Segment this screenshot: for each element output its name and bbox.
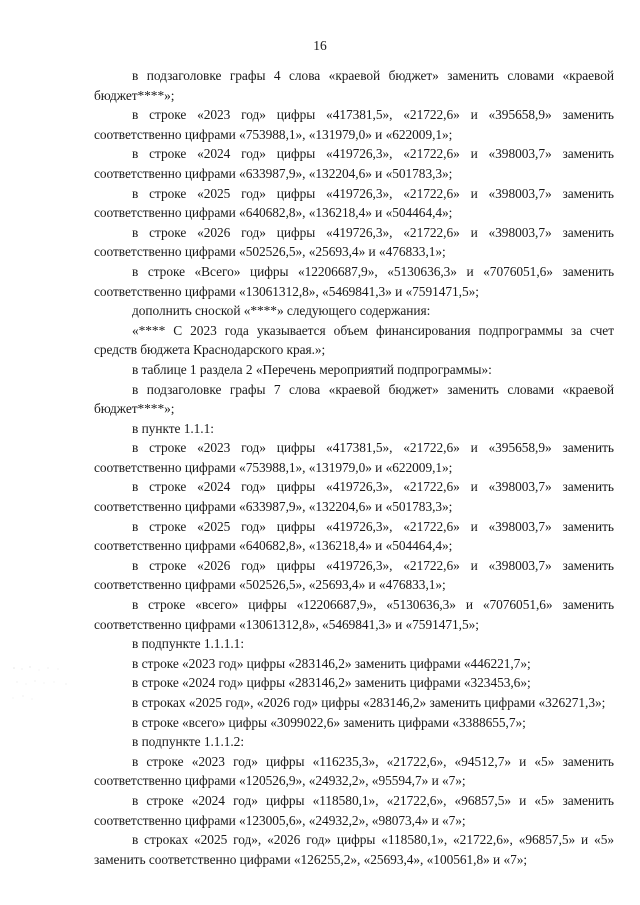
paragraph: дополнить сноской «****» следующего содержания: (132, 303, 431, 319)
document-body (94, 66, 614, 869)
paragraph: в строке «всего» цифры «3099022,6» заменить цифрами «3388655,7»; (132, 714, 526, 730)
paragraph: в строке «2024 год» цифры «419726,3», «21722,6» и «398003,7» заменить соответственно цифрами «633987,9», «132204,6» и «501783,3»; (94, 146, 614, 181)
paragraph: в строке «2026 год» цифры «419726,3», «21722,6» и «398003,7» заменить соответственно цифрами «502526,5», «25693,4» и «476833,1»; (94, 557, 614, 593)
paragraph: в подпункте 1.1.1.2: (132, 734, 245, 750)
paragraph: в подзаголовке графы 7 слова «краевой бюджет» заменить словами «краевой бюджет****»; (94, 381, 614, 417)
paragraph: в строке «2023 год» цифры «116235,3», «21722,6», «94512,7» и «5» заменить соответственно цифрами «120526,9», «24932,2», «95594,7» и «7»; (94, 753, 614, 789)
paragraph: в подпункте 1.1.1.1: (132, 636, 245, 652)
page-number: 16 (313, 38, 327, 53)
footnote-text: «**** С 2023 года указывается объем финансирования подпрограммы за счет средств бюджета Краснодарского края.»; (94, 322, 614, 358)
paragraph: в строке «2025 год» цифры «419726,3», «21722,6» и «398003,7» заменить соответственно цифрами «640682,8», «136218,4» и «504464,4»; (94, 185, 614, 221)
paragraph: в пункте 1.1.1: (132, 420, 214, 436)
paragraph: в строке «2024 год» цифры «283146,2» заменить цифрами «323453,6»; (132, 675, 531, 691)
paragraph: в таблице 1 раздела 2 «Перечень мероприятий подпрограммы»: (132, 361, 492, 377)
paragraph: в строках «2025 год», «2026 год» цифры «118580,1», «21722,6», «96857,5» и «5» заменить соответственно цифрами «126255,2», «25693,4», «100561,8» и «7»; (94, 832, 614, 867)
paragraph: в строке «Всего» цифры «12206687,9», «5130636,3» и «7076051,6» заменить соответственно цифрами «13061312,8», «5469841,3» и «7591471,5»; (94, 263, 614, 299)
paragraph: в строке «2024 год» цифры «419726,3», «21722,6» и «398003,7» заменить соответственно цифрами «633987,9», «132204,6» и «501783,3»; (94, 479, 614, 515)
paragraph: в строке «всего» цифры «12206687,9», «5130636,3» и «7076051,6» заменить соответственно цифрами «13061312,8», «5469841,3» и «7591471,5»; (94, 597, 614, 632)
paragraph: в строке «2023 год» цифры «417381,5», «21722,6» и «395658,9» заменить соответственно цифрами «753988,1», «131979,0» и «622009,1»; (94, 107, 614, 142)
paragraph: в строке «2025 год» цифры «419726,3», «21722,6» и «398003,7» заменить соответственно цифрами «640682,8», «136218,4» и «504464,4»; (94, 518, 614, 554)
paragraph: в строке «2023 год» цифры «417381,5», «21722,6» и «395658,9» заменить соответственно цифрами «753988,1», «131979,0» и «622009,1»; (94, 440, 614, 475)
paragraph: в строке «2023 год» цифры «283146,2» заменить цифрами «446221,7»; (132, 655, 531, 671)
scan-noise (8, 660, 88, 720)
paragraph: в строке «2026 год» цифры «419726,3», «21722,6» и «398003,7» заменить соответственно цифрами «502526,5», «25693,4» и «476833,1»; (94, 224, 614, 260)
paragraph: в строке «2024 год» цифры «118580,1», «21722,6», «96857,5» и «5» заменить соответственно цифрами «123005,6», «24932,2», «98073,4» и «7»; (94, 792, 614, 828)
paragraph: в строках «2025 год», «2026 год» цифры «283146,2» заменить цифрами «326271,3»; (132, 695, 606, 710)
paragraph: в подзаголовке графы 4 слова «краевой бюджет» заменить словами «краевой бюджет****»; (94, 68, 614, 103)
